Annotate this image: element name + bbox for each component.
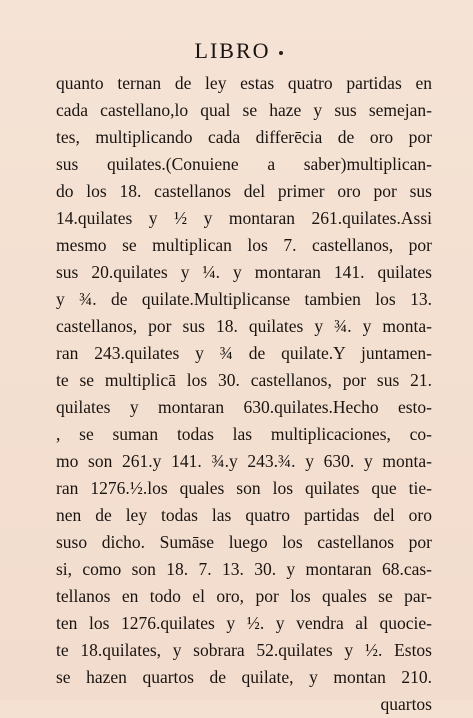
text-line: te 18.quilates, y sobrara 52.quilates y ½. Estos — [56, 640, 432, 660]
text-line: y ¾. de quilate.Multiplicanse tambien los 13. — [56, 289, 432, 309]
text-line: nen de ley todas las quatro partidas del oro — [56, 505, 432, 525]
text-line: mo son 261.y 141. ¾.y 243.¾. y 630. y monta- — [56, 451, 432, 471]
page-header-title: LIBRO — [194, 38, 271, 63]
text-line: mesmo se multiplican los 7. castellanos, por — [56, 235, 432, 255]
text-line: si, como son 18. 7. 13. 30. y montaran 68.cas- — [56, 559, 432, 579]
text-line: ten los 1276.quilates y ½. y vendra al quocie- — [56, 613, 432, 633]
text-line: quilates y montaran 630.quilates.Hecho esto- — [56, 397, 432, 417]
text-line: ran 1276.½.los quales son los quilates que tie- — [56, 478, 432, 498]
text-line: 14.quilates y ½ y montaran 261.quilates.Assi — [56, 208, 432, 228]
text-line: do los 18. castellanos del primer oro por sus — [56, 181, 432, 201]
running-header — [0, 38, 473, 64]
text-line: sus 20.quilates y ¼. y montaran 141. quilates — [56, 262, 432, 282]
catchword: quartos — [380, 694, 432, 714]
text-line: castellanos, por sus 18. quilates y ¾. y monta- — [56, 316, 432, 336]
body-text — [56, 70, 432, 718]
text-line: ran 243.quilates y ¾ de quilate.Y juntamen- — [56, 343, 432, 363]
text-line: sus quilates.(Conuiene a saber)multiplican- — [56, 154, 432, 174]
text-line: cada castellano,lo qual se haze y sus semejan- — [56, 100, 432, 120]
text-line: , se suman todas las multiplicaciones, co- — [56, 424, 432, 444]
text-line: se hazen quartos de quilate, y montan 210. — [56, 667, 432, 687]
text-line: tes, multiplicando cada differēcia de oro por — [56, 127, 432, 147]
text-line: te se multiplicā los 30. castellanos, por sus 21. — [56, 370, 432, 390]
text-line: suso dicho. Sumāse luego los castellanos por — [56, 532, 432, 552]
header-ornament-dot — [279, 51, 283, 55]
text-line: tellanos en todo el oro, por los quales se par- — [56, 586, 432, 606]
text-line: quanto ternan de ley estas quatro partidas en — [56, 73, 432, 93]
